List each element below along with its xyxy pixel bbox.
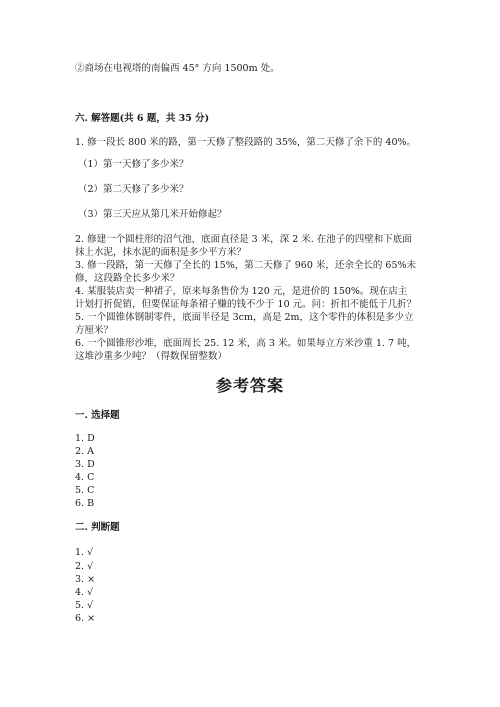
question-1-sub-1: （1）第一天修了多少米？ <box>78 159 189 170</box>
answer-item: 6. B <box>75 498 95 509</box>
section-6-heading: 六. 解答题(共 6 题，共 35 分) <box>75 113 210 124</box>
question-4-line-2: 计划打折促销，但要保证每条裙子赚的钱不少于 10 元。问：折扣不能低于几折？ <box>75 299 417 310</box>
question-6-line-1: 6. 一个圆锥形沙堆，底面周长 25. 12 米，高 3 米。如果每立方米沙重 1. 7 吨， <box>75 338 417 349</box>
answer-item: 3. × <box>75 574 96 585</box>
question-1-sub-2: （2）第二天修了多少米？ <box>78 184 189 195</box>
answer-item: 1. √ <box>75 547 94 558</box>
question-5-line-2: 方厘米？ <box>75 325 114 336</box>
answer-item: 4. √ <box>75 587 94 598</box>
question-3-line-1: 3. 修一段路，第一天修了全长的 15%，第二天修了 960 米，还余全长的 65%未 <box>75 260 417 271</box>
question-2-line-2: 抹上水泥，抹水泥的面积是多少平方米？ <box>75 247 247 258</box>
answer-item: 1. D <box>75 433 95 444</box>
intro-line: ②商场在电视塔的南偏西 45° 方向 1500m 处。 <box>75 63 280 74</box>
answer-item: 5. √ <box>75 600 94 611</box>
answer-item: 5. C <box>75 485 95 496</box>
answer-item: 6. × <box>75 613 96 624</box>
question-4-line-1: 4. 某服装店卖一种裙子，原来每条售价为 120 元，是进价的 150%。现在店主 <box>75 286 408 297</box>
question-6-line-2: 这堆沙重多少吨？（得数保留整数） <box>75 351 228 362</box>
question-5-line-1: 5. 一个圆锥体钢制零件，底面半径是 3cm，高是 2m，这个零件的体积是多少立 <box>75 312 414 323</box>
question-1-sub-3: （3）第三天应从第几米开始修起？ <box>78 209 227 220</box>
answers-section-2-heading: 二. 判断题 <box>75 522 120 533</box>
answer-item: 2. A <box>75 446 94 457</box>
question-2-line-1: 2. 修建一个圆柱形的沼气池，底面直径是 3 米，深 2 米. 在池子的四壁和下底面 <box>75 234 412 245</box>
question-3-line-2: 修，这段路全长多少米？ <box>75 273 180 284</box>
answer-item: 3. D <box>75 459 95 470</box>
answers-section-1-heading: 一. 选择题 <box>75 410 120 421</box>
answer-item: 2. √ <box>75 561 94 572</box>
question-1-stem: 1. 修一段长 800 米的路，第一天修了整段路的 35%，第二天修了余下的 40%。 <box>75 137 417 148</box>
answers-title: 参考答案 <box>215 376 284 395</box>
answer-item: 4. C <box>75 472 95 483</box>
